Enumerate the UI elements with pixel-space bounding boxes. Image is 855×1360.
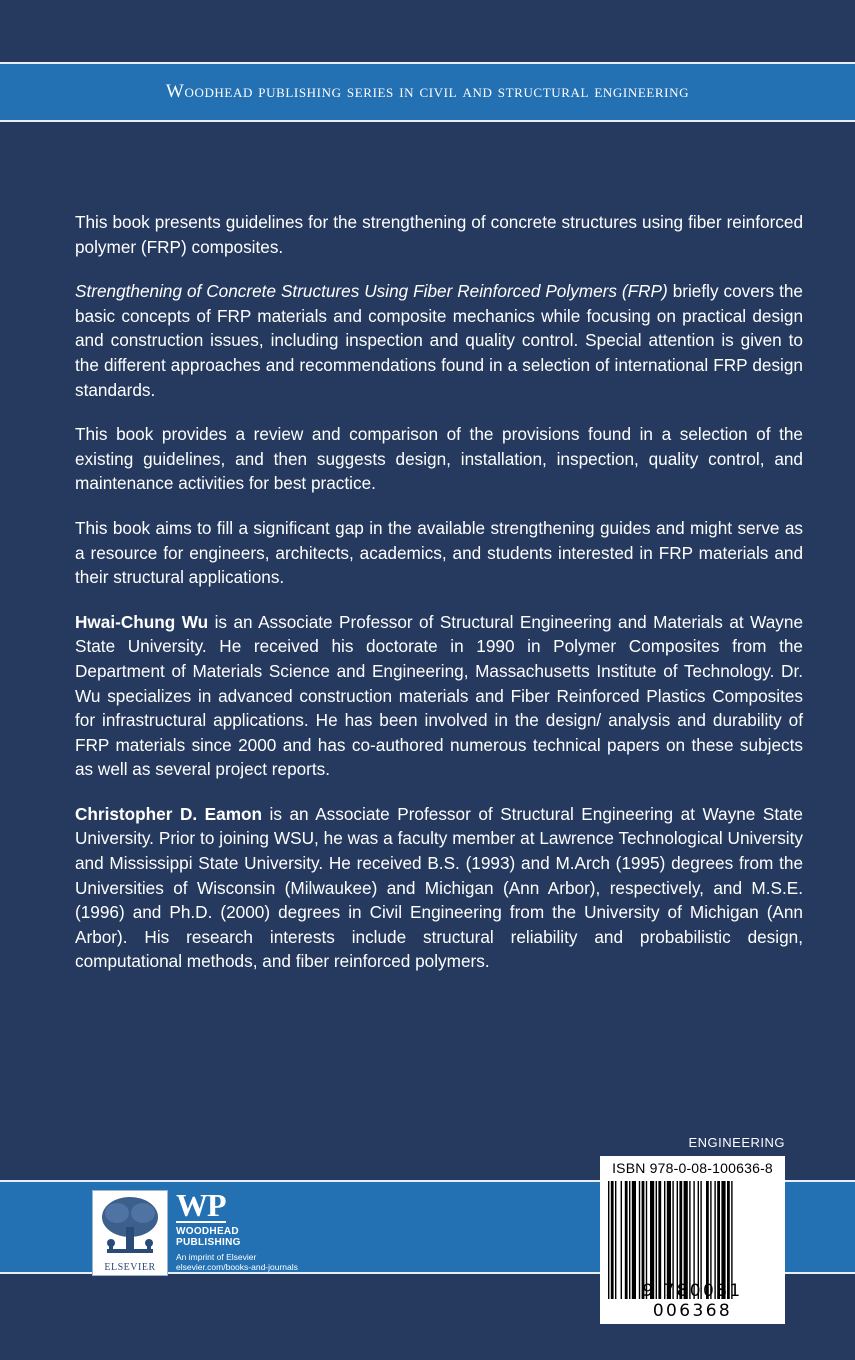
elsevier-label: ELSEVIER <box>104 1262 156 1273</box>
isbn-label: ISBN 978-0-08-100636-8 <box>612 1160 773 1176</box>
wp-mark: WP <box>176 1187 226 1223</box>
subject-category: ENGINEERING <box>688 1135 785 1150</box>
woodhead-logo <box>176 1187 316 1274</box>
elsevier-tree-icon <box>93 1191 167 1261</box>
author2-bio <box>75 802 803 974</box>
barcode-digits: 9 780081 006368 <box>642 1281 743 1321</box>
wp-name-line2: PUBLISHING <box>176 1237 241 1248</box>
imprint-line: An imprint of Elsevier <box>176 1252 257 1262</box>
publisher-url: elsevier.com/books-and-journals <box>176 1262 298 1272</box>
purpose-paragraph: This book aims to fill a significant gap in the available strengthening guides and might serve as a resource for engineers, architects, academics, and students interested in FRP materials and their structural applications. <box>75 517 803 588</box>
author1-bio-text: is an Associate Professor of Structural Engineering and Materials at Wayne State University. He received his doctorate in 1990 in Polymer Composites from the Department of Materials Science and Engineering, Massachusetts Institute of Technology. Dr. Wu specializes in advanced construction materials and Fiber Reinforced Plastics Composites for infrastructural applications. He has been involved in the design/ analysis and durability of FRP materials since 2000 and has co-authored numerous technical papers on these subjects as well as several project reports. <box>75 611 804 780</box>
wp-name <box>176 1226 316 1248</box>
elsevier-logo <box>92 1190 168 1276</box>
imprint-info <box>176 1252 316 1272</box>
intro-paragraph: This book presents guidelines for the strengthening of concrete structures using fiber reinforced polymer (FRP) composites. <box>75 212 803 257</box>
author1-name: Hwai-Chung Wu <box>75 611 209 632</box>
author1-bio <box>75 610 803 782</box>
series-band <box>0 62 855 122</box>
series-title: Woodhead publishing series in civil and structural engineering <box>165 81 690 102</box>
review-paragraph: This book provides a review and comparison of the provisions found in a selection of the existing guidelines, and then suggests design, installation, inspection, quality control, and maintenance activities for best practice. <box>75 424 803 494</box>
book-title: Strengthening of Concrete Structures Using Fiber Reinforced Polymers (FRP) <box>75 281 668 302</box>
back-cover-text <box>75 210 803 994</box>
summary-paragraph <box>75 279 803 402</box>
author2-bio-text: is an Associate Professor of Structural Engineering at Wayne State University. Prior to joining WSU, he was a faculty member at Lawrence Technological University and Mississippi State University. He received B.S. (1993) and M.Arch (1995) degrees from the Universities of Wisconsin (Milwaukee) and Michigan (Ann Arbor), respectively, and M.S.E. (1996) and Ph.D. (2000) degrees in Civil Engineering from the University of Michigan (Ann Arbor). His research interests include structural reliability and probabilistic design, computational methods, and fiber reinforced polymers. <box>75 803 803 972</box>
summary-text: briefly covers the basic concepts of FRP materials and composite mechanics while focusing on practical design and construction issues, including inspection and quality control. Special attention is given to the different approaches and recommendations found in a selection of international FRP design standards. <box>75 281 803 400</box>
wp-name-line1: WOODHEAD <box>176 1226 239 1237</box>
barcode-box <box>600 1156 785 1324</box>
author2-name: Christopher D. Eamon <box>75 803 262 824</box>
